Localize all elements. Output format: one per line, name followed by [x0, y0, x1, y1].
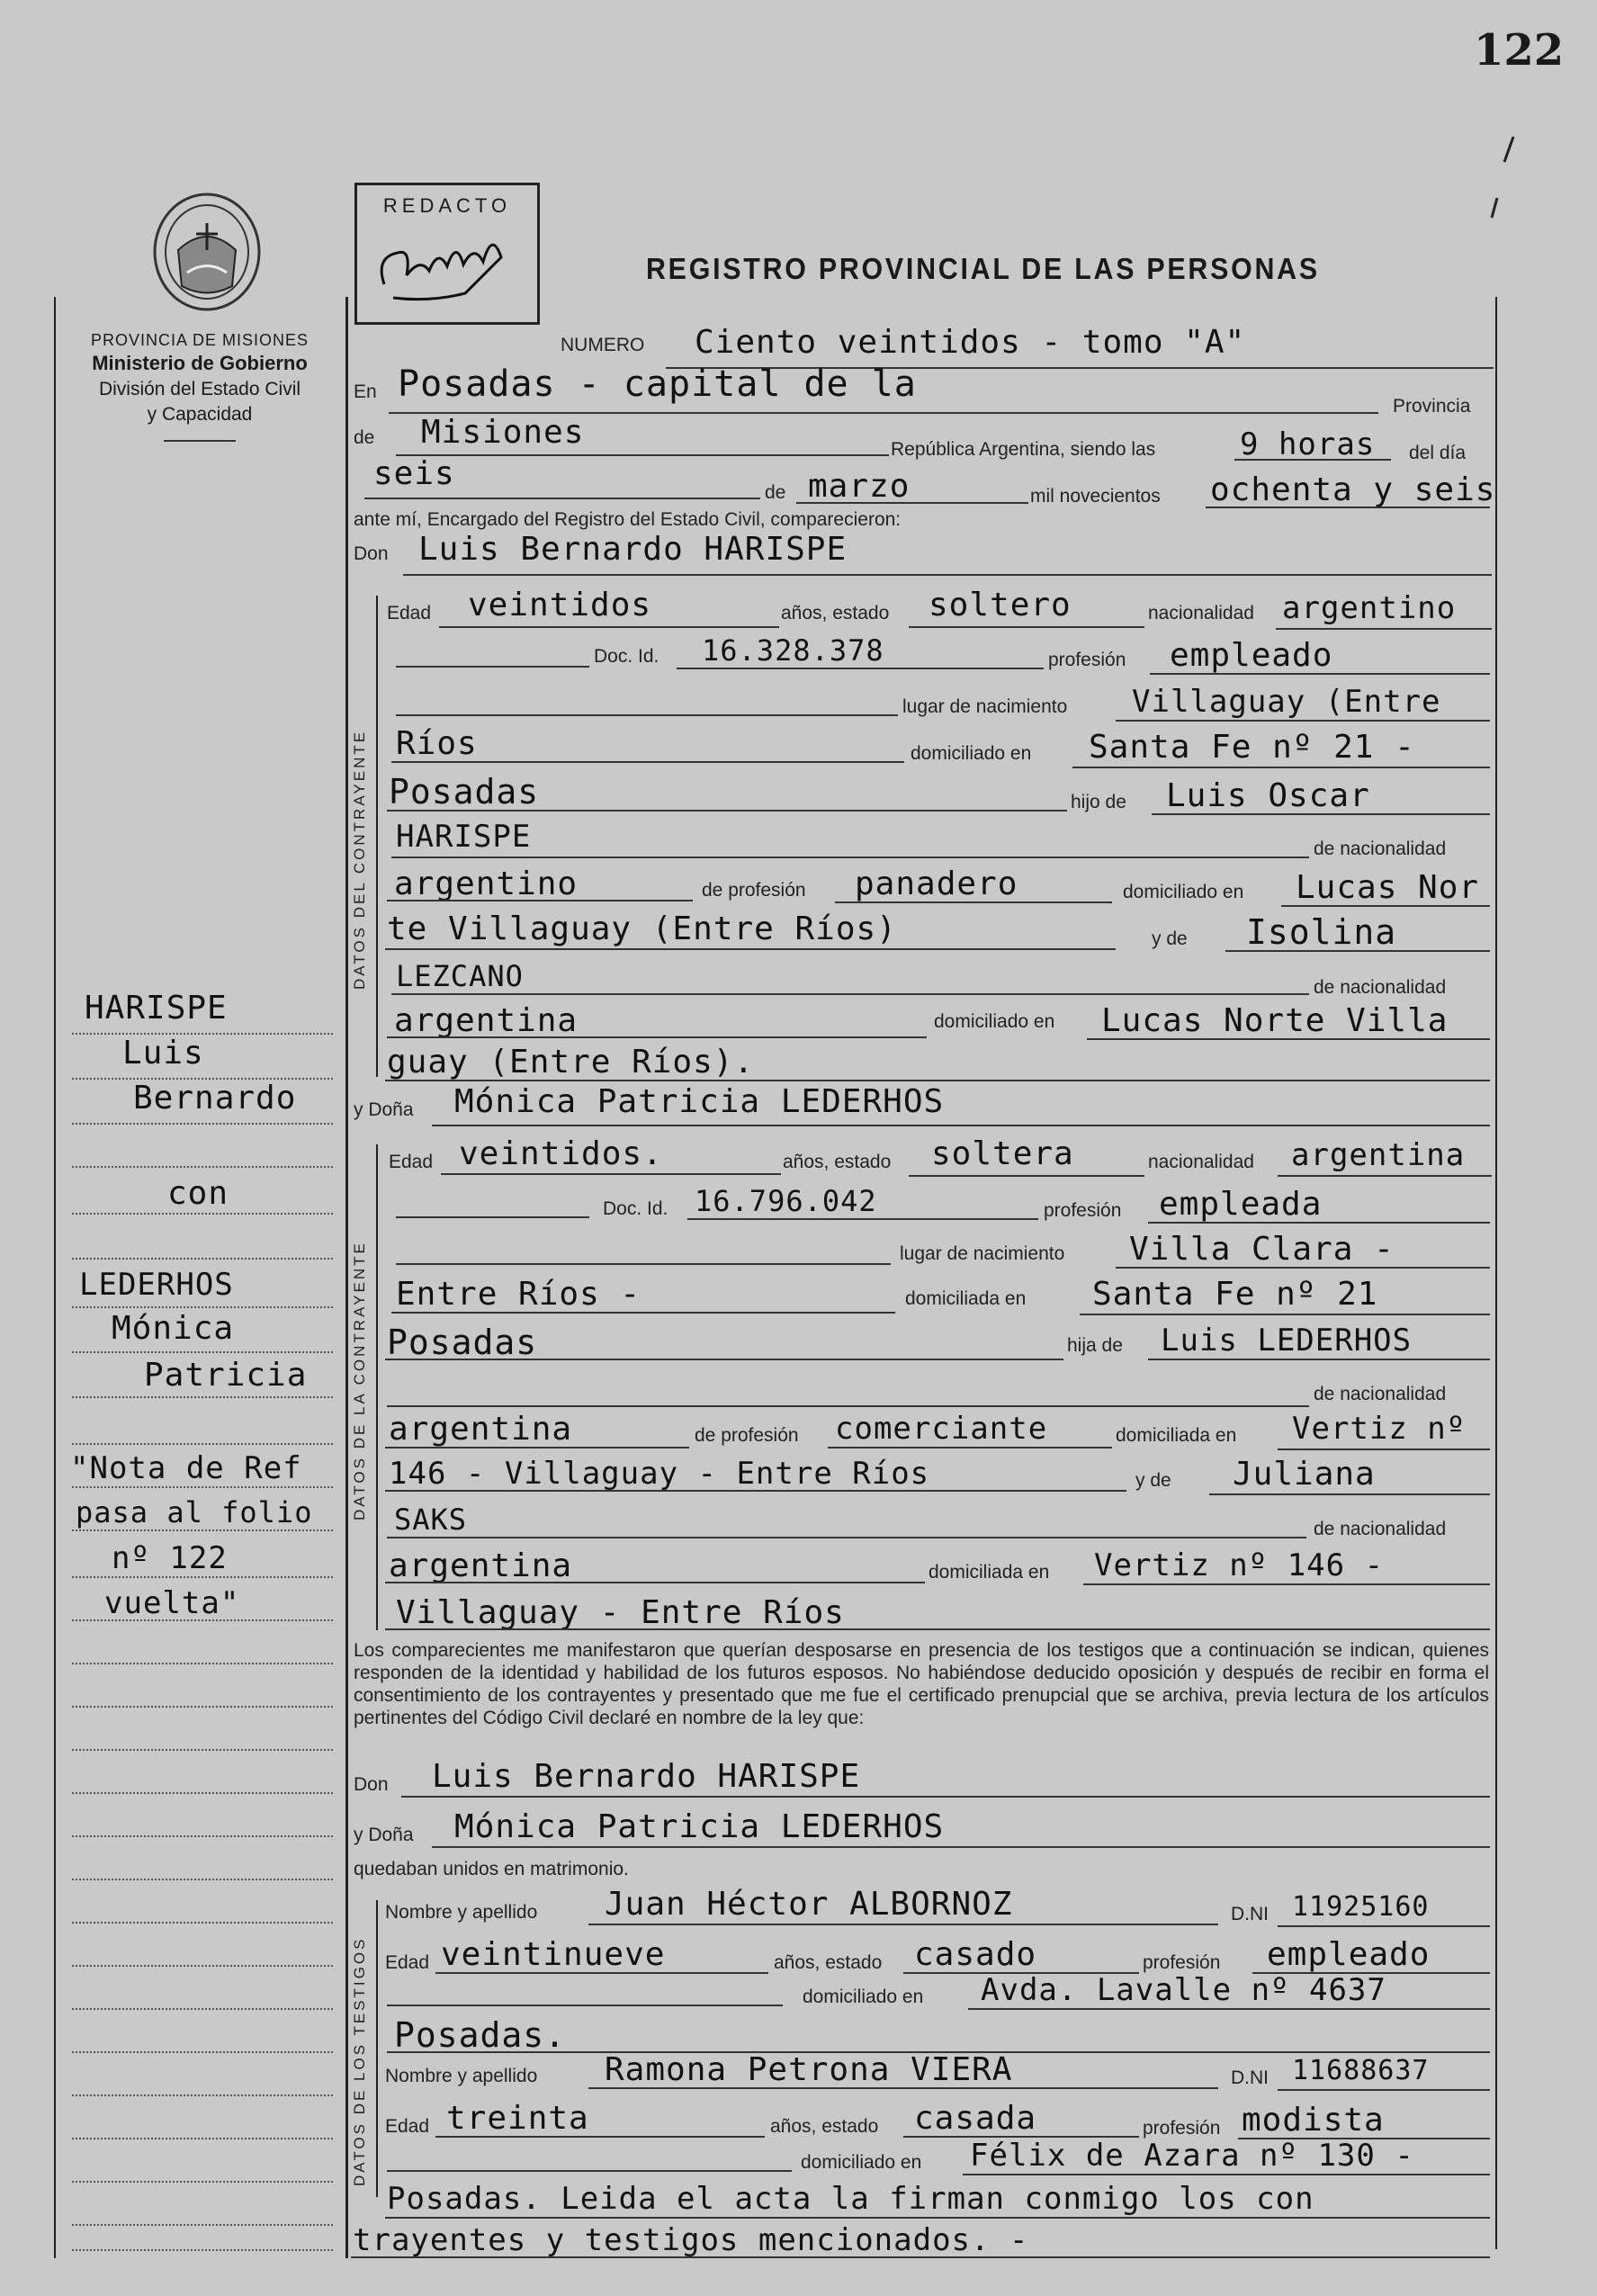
groom-section-label: DATOS DEL CONTRAYENTE [351, 729, 368, 990]
stamp-text: REDACTO [382, 194, 512, 217]
witness2-nombre-value: Ramona Petrona VIERA [605, 2051, 1013, 2088]
groom-dom-value-1: Santa Fe nº 21 - [1089, 729, 1415, 766]
groom-prof-label: profesión [1048, 650, 1126, 670]
groom-lugar-value-2: Ríos [396, 725, 478, 762]
bride-dom-label: domiciliada en [905, 1288, 1027, 1309]
republica-label: República Argentina, siendo las [891, 439, 1156, 460]
witness1-dom-value-2: Posadas. [394, 2015, 567, 2055]
dona-label: y Doña [354, 1099, 414, 1120]
witness2-dom-value-2: Posadas. Leida el acta la firman conmigo los con [387, 2181, 1314, 2217]
bride-doc-label: Doc. Id. [603, 1198, 668, 1219]
groom-hijo-label: hijo de [1071, 792, 1126, 812]
ministry-label: Ministerio de Gobierno [92, 352, 308, 374]
bride-lugar-label: lugar de nacimiento [900, 1243, 1065, 1264]
groom-padre-value-2: HARISPE [396, 819, 532, 855]
dia-value: seis [373, 455, 455, 492]
provincial-seal [151, 187, 263, 313]
witness2-prof-value: modista [1242, 2102, 1385, 2139]
groom-padre-dom-value-2: te Villaguay (Entre Ríos) [387, 910, 897, 947]
groom-padre-dom-label: domiciliado en [1123, 882, 1244, 902]
groom-dom-value-2: Posadas [389, 772, 540, 812]
capacity-label: y Capacidad [147, 404, 253, 425]
groom-dom-label: domiciliado en [911, 743, 1032, 764]
bride-padre-nac-label: de nacionalidad [1314, 1384, 1447, 1404]
groom-doc-label: Doc. Id. [594, 646, 659, 667]
bride-dom-value-2: Posadas [387, 1323, 538, 1362]
bride-lugar-value-1: Villa Clara - [1129, 1231, 1395, 1268]
left-column-rule [54, 297, 56, 2258]
witness-bracket [376, 1900, 378, 2197]
groom-prof-value: empleado [1170, 637, 1333, 674]
witness2-edad-value: treinta [446, 2100, 589, 2137]
groom-padre-value-1: Luis Oscar [1166, 777, 1370, 814]
registry-title: REGISTRO PROVINCIAL DE LAS PERSONAS [646, 252, 1320, 285]
declared-dona-label: y Doña [354, 1825, 414, 1845]
groom-nac-label: nacionalidad [1148, 603, 1254, 623]
bride-madre-nac-label: de nacionalidad [1314, 1519, 1447, 1539]
witness2-nombre-label: Nombre y apellido [385, 2066, 538, 2086]
groom-lugar-value-1: Villaguay (Entre [1132, 684, 1441, 720]
de-label: de [354, 427, 375, 448]
witness1-prof-label: profesión [1143, 1952, 1221, 1973]
bride-doc-value: 16.796.042 [695, 1184, 877, 1218]
margin-note-2: pasa al folio [76, 1495, 313, 1529]
groom-edad-label: Edad [387, 603, 432, 623]
witness1-prof-value: empleado [1267, 1936, 1431, 1973]
groom-edad-value: veintidos [468, 587, 652, 623]
groom-madre-dom-value-1: Lucas Norte Villa [1101, 1002, 1449, 1039]
groom-estado-value: soltero [929, 587, 1072, 623]
groom-doc-value: 16.328.378 [702, 633, 884, 668]
groom-padre-nac-label: de nacionalidad [1314, 839, 1447, 859]
bride-madre-dom-value-1: Vertiz nº 146 - [1094, 1547, 1385, 1583]
witness1-dom-label: domiciliado en [803, 1987, 924, 2007]
witness1-edad-label: Edad [385, 1952, 430, 1973]
margin-groom-surname: HARISPE [85, 990, 228, 1027]
witness1-nombre-value: Juan Héctor ALBORNOZ [605, 1886, 1013, 1923]
margin-note-3: nº 122 [112, 1540, 228, 1576]
witness1-estado-value: casado [914, 1936, 1037, 1973]
bride-bracket [376, 1144, 378, 1630]
bride-estado-label: años, estado [783, 1152, 892, 1172]
witness1-dni-value: 11925160 [1292, 1891, 1430, 1923]
bride-padre-value-1: Luis LEDERHOS [1161, 1323, 1413, 1359]
stamp-signature [357, 221, 537, 311]
main-right-rule [1495, 297, 1497, 2249]
provincia-label: Provincia [1393, 396, 1471, 417]
bride-estado-value: soltera [931, 1135, 1074, 1172]
bride-padre-prof-value: comerciante [835, 1411, 1048, 1447]
groom-lugar-label: lugar de nacimiento [902, 696, 1068, 717]
bride-lugar-value-2: Entre Ríos - [396, 1276, 641, 1313]
mil-label: mil novecientos [1030, 486, 1161, 507]
groom-madre-value-1: Isolina [1246, 912, 1397, 952]
witness2-dni-value: 11688637 [1292, 2055, 1430, 2086]
margin-note-1: "Nota de Ref [70, 1450, 302, 1486]
bride-madre-value-2: SAKS [394, 1502, 468, 1537]
witness1-estado-label: años, estado [774, 1952, 883, 1973]
numero-label: NUMERO [561, 335, 645, 355]
bride-madre-dom-label: domiciliada en [929, 1562, 1050, 1583]
ante-mi-text: ante mí, Encargado del Registro del Estado Civil, comparecieron: [354, 509, 902, 530]
bride-edad-label: Edad [389, 1152, 434, 1172]
witness2-dom-value-1: Félix de Azara nº 130 - [970, 2138, 1414, 2174]
quedaban-text: quedaban unidos en matrimonio. [354, 1859, 629, 1879]
declared-don-label: Don [354, 1774, 389, 1795]
bride-madre-nac-value: argentina [389, 1547, 573, 1584]
provincia-value: Misiones [421, 414, 585, 451]
lugar-value: Posadas - capital de la [398, 363, 917, 405]
don-label: Don [354, 543, 389, 564]
bride-prof-value: empleada [1159, 1186, 1323, 1223]
witness2-dom-value-3: trayentes y testigos mencionados. - [353, 2222, 1029, 2258]
groom-madre-nac-value: argentina [394, 1002, 579, 1039]
bride-edad-value: veintidos. [459, 1135, 663, 1172]
margin-note-4: vuelta" [104, 1585, 240, 1621]
margin-con: con [167, 1175, 229, 1212]
bride-padre-dom-label: domiciliada en [1116, 1425, 1237, 1446]
witness2-dni-label: D.NI [1231, 2067, 1269, 2088]
groom-y-de-label: y de [1152, 928, 1188, 949]
declaration-text: Los comparecientes me manifestaron que querían desposarse en presencia de los testigos que a continuación se indican, quienes responden de la identidad y habilidad de los futuros esposos. No habiéndose deducido oposición y después de recibir en forma el consentimiento de los contrayentes y presentado que me fue el certificado prenupcial que se archiva, previa lectura de los artículos pertinentes del Código Civil declaré en nombre de la ley que: [354, 1640, 1489, 1728]
witness2-estado-value: casada [914, 2100, 1037, 2137]
declared-don-value: Luis Bernardo HARISPE [432, 1758, 861, 1795]
main-left-rule [345, 297, 348, 2258]
groom-padre-dom-value-1: Lucas Nor [1296, 869, 1480, 906]
groom-madre-value-2: LEZCANO [396, 959, 524, 993]
witness1-edad-value: veintinueve [441, 1936, 666, 1973]
witness2-dom-label: domiciliado en [801, 2152, 922, 2173]
groom-padre-prof-value: panadero [855, 865, 1018, 902]
bride-madre-value-1: Juliana [1233, 1456, 1376, 1493]
numero-value: Ciento veintidos - tomo "A" [695, 324, 1246, 361]
groom-padre-prof-label: de profesión [702, 880, 806, 901]
bride-padre-dom-value-2: 146 - Villaguay - Entre Ríos [389, 1456, 930, 1492]
declared-dona-value: Mónica Patricia LEDERHOS [454, 1808, 945, 1845]
witness-section-label: DATOS DE LOS TESTIGOS [351, 1936, 368, 2186]
groom-padre-nac-value: argentino [394, 865, 579, 902]
sidebar-header [56, 331, 344, 442]
margin-bride-name-1: Mónica [112, 1310, 235, 1347]
witness1-dni-label: D.NI [1231, 1904, 1269, 1924]
bride-madre-dom-value-2: Villaguay - Entre Ríos [396, 1594, 845, 1631]
witness2-edad-label: Edad [385, 2116, 430, 2137]
groom-bracket [376, 596, 378, 1077]
margin-bride-surname: LEDERHOS [79, 1267, 234, 1303]
bride-nac-value: argentina [1291, 1137, 1466, 1173]
page-number: 122 [1474, 25, 1565, 76]
margin-bride-name-2: Patricia [144, 1357, 308, 1394]
bride-hija-label: hija de [1067, 1335, 1123, 1356]
division-label: División del Estado Civil [98, 379, 301, 399]
bride-padre-nac-value: argentina [389, 1411, 573, 1448]
margin-groom-name-2: Bernardo [133, 1080, 297, 1117]
witness1-nombre-label: Nombre y apellido [385, 1902, 538, 1923]
bride-nac-label: nacionalidad [1148, 1152, 1254, 1172]
don-value: Luis Bernardo HARISPE [418, 531, 848, 568]
groom-madre-dom-label: domiciliado en [934, 1011, 1055, 1032]
groom-madre-dom-value-2: guay (Entre Ríos). [387, 1044, 755, 1081]
hora-value: 9 horas [1240, 426, 1376, 462]
bride-section-label: DATOS DE LA CONTRAYENTE [351, 1241, 368, 1520]
bride-prof-label: profesión [1044, 1200, 1122, 1221]
redacto-stamp [354, 183, 540, 325]
en-label: En [354, 381, 377, 402]
witness1-dom-value-1: Avda. Lavalle nº 4637 [981, 1972, 1386, 2008]
de2-label: de [765, 482, 786, 503]
witness2-estado-label: años, estado [770, 2116, 879, 2137]
margin-groom-name-1: Luis [122, 1035, 204, 1072]
bride-y-de-label: y de [1135, 1470, 1171, 1491]
del-dia-label: del día [1409, 443, 1467, 463]
witness2-prof-label: profesión [1143, 2118, 1221, 2139]
bride-padre-prof-label: de profesión [695, 1425, 799, 1446]
mes-value: marzo [808, 468, 911, 505]
province-label: PROVINCIA DE MISIONES [90, 331, 310, 349]
page-tick-marks [1485, 135, 1521, 225]
bride-padre-dom-value-1: Vertiz nº [1292, 1411, 1467, 1447]
bride-nombre-value: Mónica Patricia LEDERHOS [454, 1083, 945, 1120]
bride-dom-value-1: Santa Fe nº 21 [1092, 1276, 1378, 1313]
groom-madre-nac-label: de nacionalidad [1314, 977, 1447, 998]
anio-value: ochenta y seis [1210, 471, 1496, 508]
groom-nac-value: argentino [1282, 590, 1457, 626]
groom-estado-label: años, estado [781, 603, 890, 623]
